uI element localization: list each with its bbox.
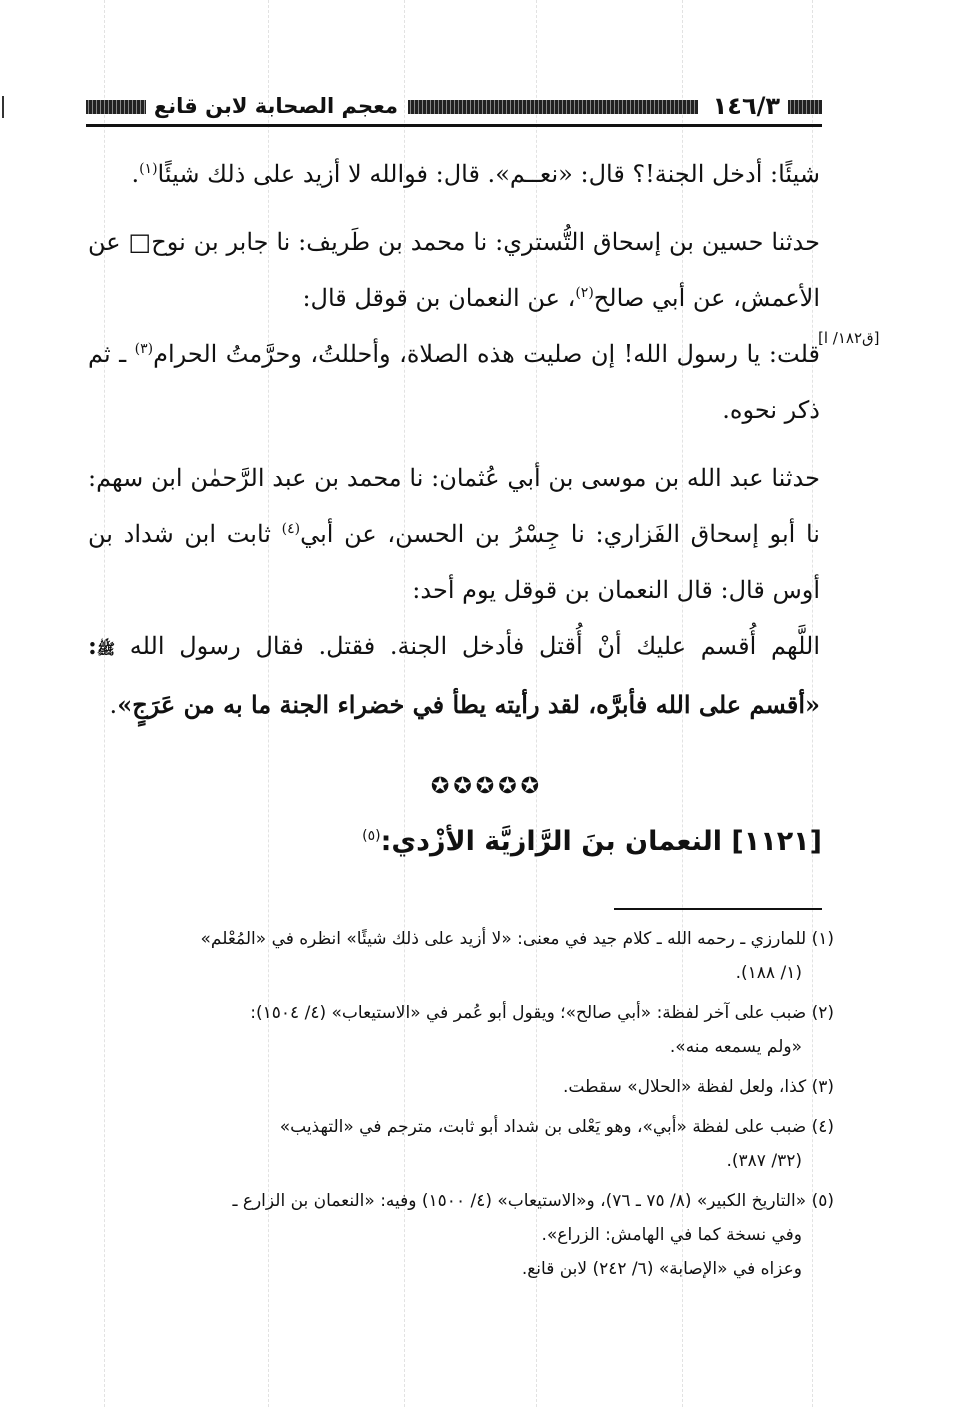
footnote-text: للمارزي ـ رحمه الله ـ كلام جيد في معنى: «لا أزيد على ذلك شيئًا» انظره في «المُعْلم»: [200, 929, 807, 949]
footnote-text: (٣٢/ ٣٨٧).: [726, 1151, 802, 1171]
footnote-number: (١): [811, 929, 834, 949]
paragraph: [88, 450, 820, 618]
isnad-text: حدثنا حسين بن إسحاق التُّستري: نا محمد بن طَريف: نا جابر بن نوح□ عن الأعمش، عن أبي صالح: [88, 228, 820, 312]
footnote-text: (١/ ١٨٨).: [735, 963, 802, 983]
manuscript-folio-note: [ق١٨٢/ ا]: [818, 329, 880, 347]
footnote-number: (٢): [811, 1003, 834, 1023]
matn-text: ـ ثم ذكر نحوه.: [88, 340, 820, 424]
footnote-text: «ولم يسمعه منه».: [669, 1037, 802, 1057]
section-divider-ornament: ✪✪✪✪✪: [430, 774, 544, 799]
matn-text: قلت: يا رسول الله! إن صليت هذه الصلاة، وأحللتُ، وحرَّمتُ الحرام: [153, 340, 820, 368]
footnotes-section: [86, 922, 834, 1292]
prophetic-saying: : «أقسم على الله فأبرَّه، لقد رأيته يطأ في خضراء الجنة ما به من عَرَجٍ»: [88, 631, 820, 719]
entry-heading: [362, 818, 822, 866]
text-line: شيئًا: [157, 160, 200, 188]
text-punctuation: .: [109, 691, 118, 719]
main-text: [88, 146, 820, 733]
paragraph: [88, 146, 820, 202]
footnote: [86, 1110, 834, 1178]
footnote-reference[interactable]: (١): [139, 161, 158, 177]
entry-title: [١١٢١] النعمان بنَ الرَّازيَّة الأزْدي:: [380, 826, 822, 857]
page-number: ١٤٦/٣: [712, 92, 780, 120]
footnote: [86, 1070, 834, 1104]
paragraph: [88, 326, 820, 438]
footnote: [86, 996, 834, 1064]
footnote: [86, 1184, 834, 1286]
footnote-text: كذا، ولعل لفظة «الحلال» سقطت.: [562, 1077, 807, 1097]
isnad-text: ثابت ابن شداد بن أوس قال: قال النعمان بن قوقل يوم أحد:: [88, 520, 820, 604]
footnote-text: وعزاه في «الإصابة» (٦/ ٢٤٢) لابن قانع.: [521, 1259, 802, 1279]
salawat-symbol: ﷺ: [96, 640, 115, 658]
footnote-separator: [614, 908, 822, 910]
footnote-reference[interactable]: (٤): [281, 521, 301, 537]
footnote-reference[interactable]: (٥): [362, 828, 381, 844]
footnote-number: (٣): [811, 1077, 834, 1097]
footnote-reference[interactable]: (٣): [134, 341, 154, 357]
matn-text: اللَّهم أُقسم عليك أنْ أُقتل فأدخل الجنة. فقتل. فقال رسول الله: [129, 632, 820, 660]
header-ornament: [86, 100, 146, 114]
paragraph: [88, 214, 820, 326]
isnad-text: حدثنا عبد الله بن موسى بن أبي عُثمان: نا محمد بن عبد الرَّحمٰن ابن سهم: نا أبو إسحاق الفَزاري: نا جِسْرُ بن الحسن، عن أبي: [88, 464, 820, 548]
text-punctuation: .: [131, 160, 140, 188]
scan-edge-mark: [2, 96, 4, 118]
paragraph: [88, 618, 820, 733]
footnote-reference[interactable]: (٢): [575, 285, 594, 301]
footnote-text: «التاريخ الكبير» (٨/ ٧٥ ـ ٧٦)، و«الاستيعاب» (٤/ ١٥٠٠) وفيه: «النعمان بن الزارع ـ: [232, 1191, 807, 1211]
footnote-text: وفي نسخة كما في الهامش: الزراع».: [541, 1225, 802, 1245]
footnote: [86, 922, 834, 990]
running-header: [86, 88, 822, 128]
header-rule: [86, 124, 822, 127]
footnote-text: ضبب على آخر لفظة: «أبي صالح»؛ ويقول أبو عُمر في «الاستيعاب» (٤/ ١٥٠٤):: [250, 1003, 807, 1023]
header-ornament: [408, 100, 698, 114]
footnote-text: ضبب على لفظة «أبي»، وهو يَعْلى بن شداد أبو ثابت، مترجم في «التهذيب»: [279, 1117, 807, 1137]
footnote-number: (٥): [811, 1191, 834, 1211]
isnad-text: ، عن النعمان بن قوقل قال:: [302, 284, 576, 312]
footnote-number: (٤): [811, 1117, 834, 1137]
text-line: شيئًا: أدخل الجنة!؟ قال: «نعــم». قال: فوالله لا أزيد على ذلك: [207, 160, 820, 188]
header-ornament: [788, 100, 822, 114]
book-title: معجم الصحابة لابن قانع: [153, 94, 398, 118]
